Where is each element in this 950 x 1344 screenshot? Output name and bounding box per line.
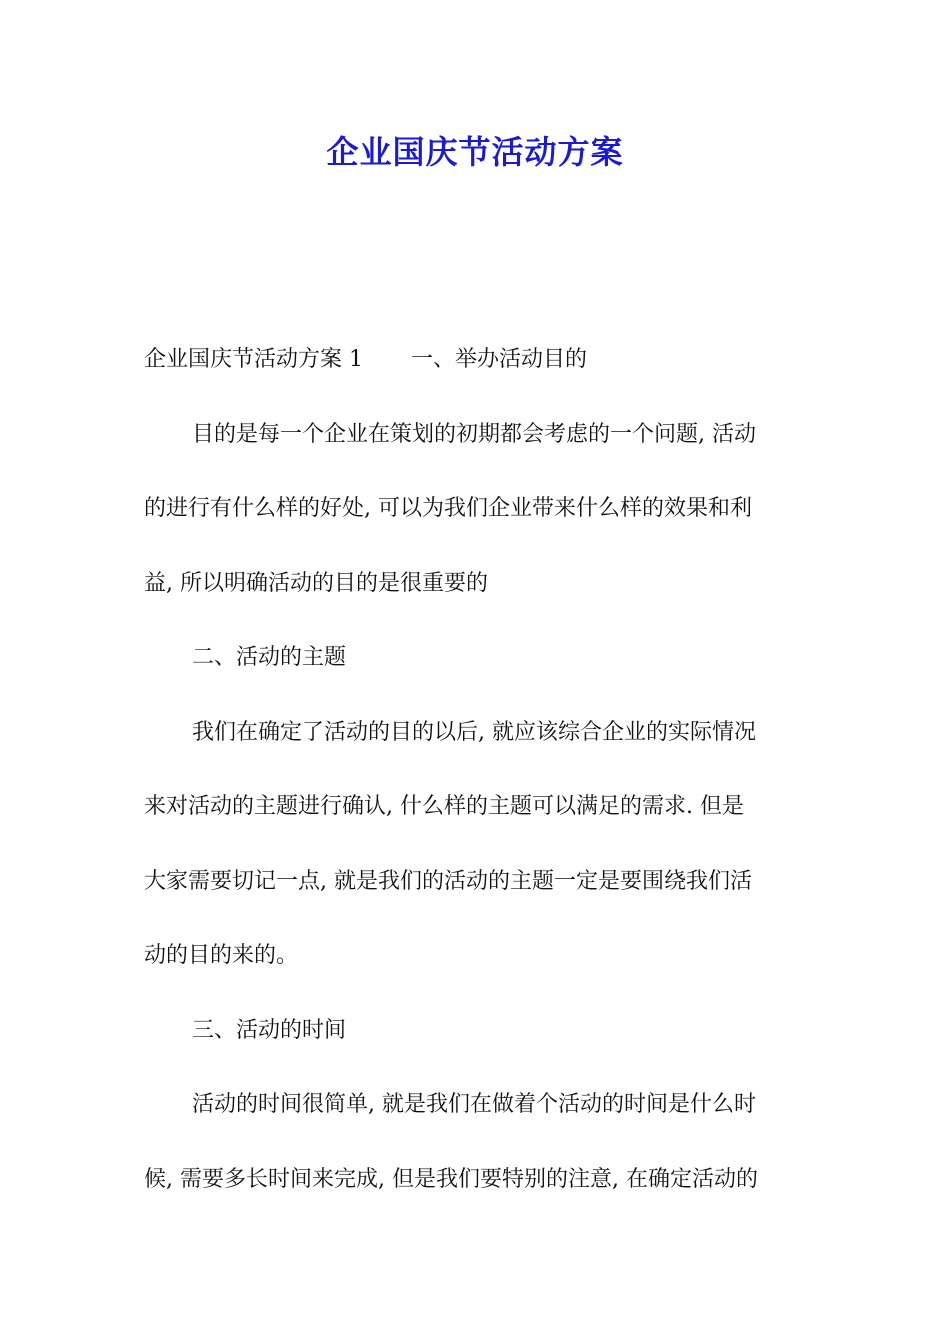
plan-heading: 企业国庆节活动方案 1: [144, 347, 363, 372]
section-heading-line: [144, 336, 806, 411]
paragraph-line: 大家需要切记一点, 就是我们的活动的主题一定是要围绕我们活: [144, 868, 752, 894]
paragraph-line: 益, 所以明确活动的目的是很重要的: [144, 570, 488, 596]
document-title: 企业国庆节活动方案: [326, 133, 624, 171]
section-heading: 三、活动的时间: [192, 1017, 347, 1043]
section-heading: 二、活动的主题: [192, 645, 347, 670]
paragraph-line: 动的目的来的。: [144, 943, 299, 968]
paragraph-line: 的进行有什么样的好处, 可以为我们企业带来什么样的效果和利: [144, 496, 752, 521]
document-body: [144, 336, 806, 1230]
paragraph-line: 来对活动的主题进行确认, 什么样的主题可以满足的需求. 但是: [144, 794, 744, 819]
paragraph-line: 我们在确定了活动的目的以后, 就应该综合企业的实际情况: [192, 719, 756, 745]
paragraph-line: 目的是每一个企业在策划的初期都会考虑的一个问题, 活动: [192, 421, 756, 447]
paragraph-line: 活动的时间很简单, 就是我们在做着个活动的时间是什么时: [192, 1092, 756, 1117]
paragraph-line: 候, 需要多长时间来完成, 但是我们要特别的注意, 在确定活动的: [144, 1166, 758, 1192]
section-heading: 一、举办活动目的: [411, 347, 588, 372]
